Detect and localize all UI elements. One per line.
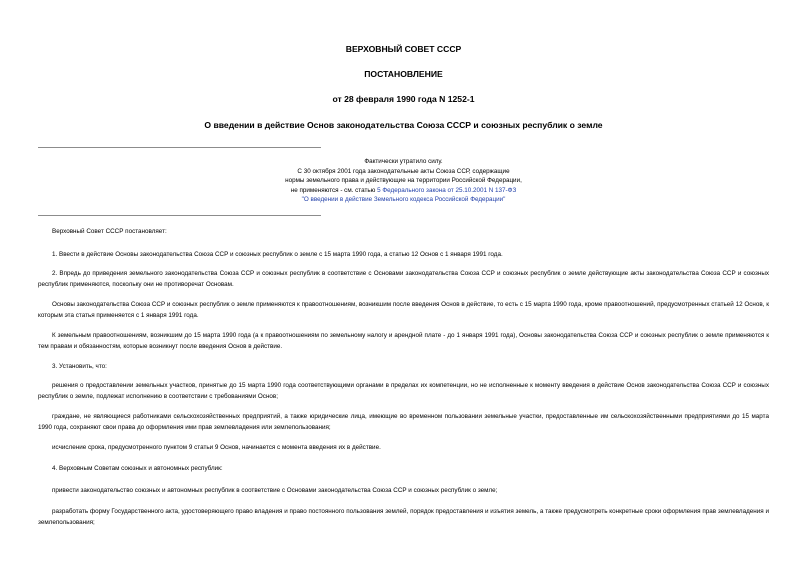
- paragraph-application: Основы законодательства Союза ССР и союзных республик о земле применяются к правоотношениям, возникшим после введения Основ в действие, то есть с 15 марта 1990 года, кроме правоотношений, предусмотренных статьей 12 Основ, к которым эта статья применяется с 1 января 1991 года.: [38, 301, 769, 319]
- paragraph-item-2: 2. Впредь до приведения земельного законодательства Союза ССР и союзных республик в соответствие с Основами законодательства Союза ССР и союзных республик о земле действующие акты законодательства Союза ССР и союзных республик применяются, поскольку они не противоречат Основам.: [38, 270, 769, 288]
- paragraph-harmonize: привести законодательство союзных и автономных республик в соответствие с Основами законодательства Союза ССР и союзных республик о земле;: [52, 487, 498, 494]
- land-code-link[interactable]: "О введении в действие Земельного кодекса Российской Федерации": [301, 196, 506, 204]
- paragraph-prior-relations: К земельным правоотношениям, возникшим до 15 марта 1990 года (а к правоотношениям по земельному налогу и арендной плате - до 1 января 1991 года), Основы законодательства Союза ССР и союзных республик о земле применяются к тем правам и обязанностям, которые возникнут после введения Основ в действие.: [38, 332, 769, 350]
- paragraph-intro: Верховный Совет СССР постановляет:: [52, 228, 167, 235]
- note-line-4-prefix: не применяются - см. статью: [290, 186, 378, 194]
- divider-bottom: [38, 215, 321, 216]
- paragraph-citizens: граждане, не являющиеся работниками сельскохозяйственных предприятий, а также юридические лица, имеющие во временном пользовании земельные участки, предоставленные им сельскохозяйственными предприятиями до 15 марта 1990 года, сохраняют свои права до оформления ими прав землевладения или землепользования;: [38, 413, 769, 431]
- note-line-4: [200, 186, 607, 196]
- note-line-3: нормы земельного права и действующие на территории Российской Федерации,: [285, 177, 522, 185]
- issuer-heading: ВЕРХОВНЫЙ СОВЕТ СССР: [345, 44, 462, 54]
- paragraph-item-3: 3. Установить, что:: [52, 363, 107, 370]
- paragraph-term: исчисление срока, предусмотренного пунктом 9 статьи 9 Основ, начинается с момента введения их в действие.: [52, 444, 381, 451]
- validity-note: [200, 157, 607, 205]
- paragraph-item-1: 1. Ввести в действие Основы законодательства Союза ССР и союзных республик о земле с 15 марта 1990 года, а статью 12 Основ с 1 января 1991 года.: [52, 251, 503, 258]
- note-line-2: С 30 октября 2001 года законодательные акты Союза ССР, содержащие: [297, 167, 510, 175]
- date-number-heading: от 28 февраля 1990 года N 1252-1: [332, 94, 475, 104]
- doc-type-heading: ПОСТАНОВЛЕНИЕ: [364, 69, 443, 79]
- document-title: О введении в действие Основ законодательства Союза СССР и союзных республик о земле: [204, 120, 603, 130]
- paragraph-item-4: 4. Верховным Советам союзных и автономных республик:: [52, 465, 223, 472]
- federal-law-link[interactable]: 5 Федерального закона от 25.10.2001 N 137-ФЗ: [377, 186, 517, 194]
- paragraph-develop-form: разработать форму Государственного акта, удостоверяющего право владения и право постоянного пользования землей, порядок предоставления и изъятия земель, а также предусмотреть конкретные сроки оформления прав землевладения и землепользования;: [38, 508, 769, 526]
- divider-top: [38, 147, 321, 148]
- note-line-1: Фактически утратило силу.: [364, 158, 443, 165]
- paragraph-decisions: решения о предоставлении земельных участков, принятые до 15 марта 1990 года соответствующими органами в пределах их компетенции, но не исполненные к моменту введения в действие Основ законодательства Союза ССР и союзных республик о земле, подлежат исполнению в соответствии с требованиями Основ;: [38, 382, 769, 400]
